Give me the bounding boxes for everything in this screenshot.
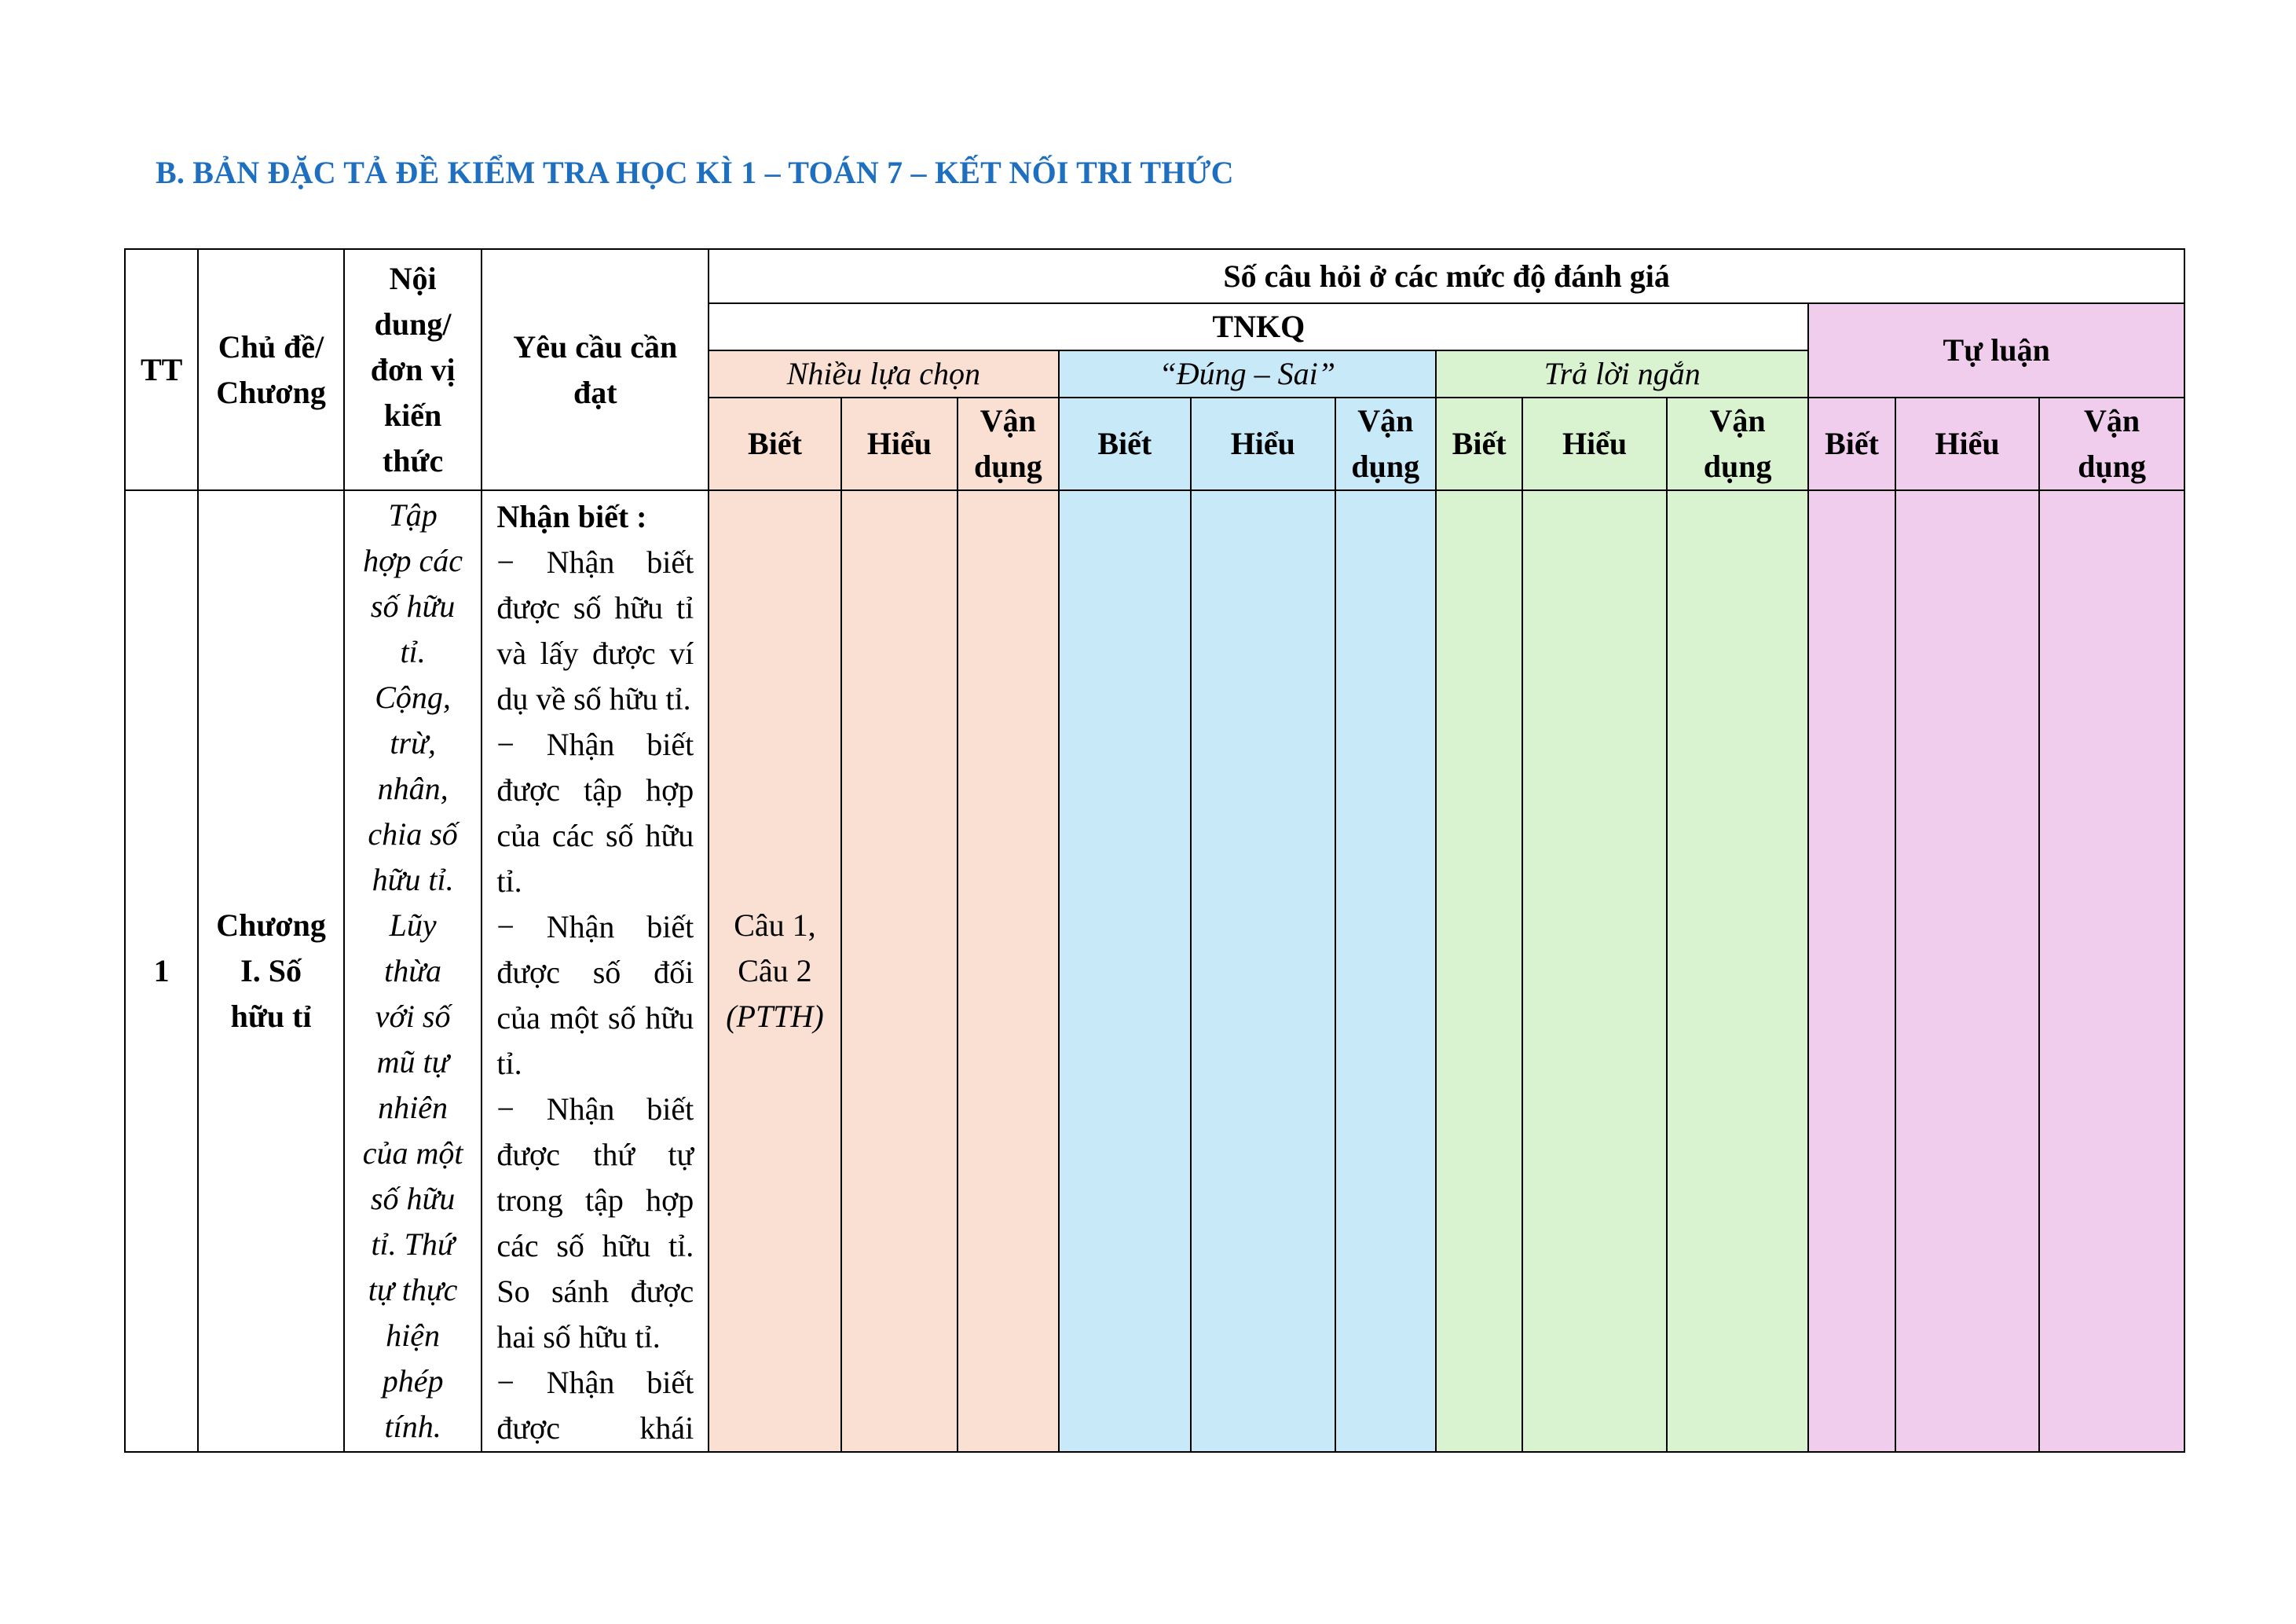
requirement-line: được thứ tự — [496, 1137, 694, 1172]
header-unit-line: kiến — [383, 397, 442, 433]
row-unit-line: thừa — [384, 953, 442, 988]
header-multiple-choice: Nhiều lựa chọn — [709, 350, 1058, 398]
header-true-false: “Đúng – Sai” — [1059, 350, 1436, 398]
row-unit-line: chia số — [368, 816, 458, 852]
header-unit-line: đơn vị — [370, 351, 456, 387]
row-chapter-line: I. Số — [240, 953, 302, 988]
requirement-line: dụ về số hữu tỉ. — [496, 681, 691, 717]
question-ref: Câu 1, — [734, 907, 816, 943]
row-chapter-line: Chương — [216, 907, 326, 943]
header-requirement-line: đạt — [573, 374, 617, 410]
header-apply-line: Vận — [1709, 403, 1766, 438]
cell-mc-know — [709, 490, 841, 1452]
requirement-line: của các số hữu — [496, 818, 694, 853]
header-levels: Số câu hỏi ở các mức độ đánh giá — [709, 249, 2184, 303]
header-apply-line: Vận — [1357, 403, 1414, 438]
header-apply-line: dụng — [1351, 449, 1420, 484]
row-chapter — [198, 490, 344, 1452]
requirement-line: của một số hữu — [496, 1000, 694, 1036]
row-unit-line: số hữu — [370, 588, 456, 624]
header-essay: Tự luận — [1808, 303, 2184, 398]
row-unit-line: tính. — [384, 1409, 441, 1444]
question-note: (PTTH) — [726, 999, 824, 1034]
row-unit-line: số hữu — [370, 1181, 456, 1216]
row-unit — [344, 490, 482, 1452]
requirement-heading: Nhận biết : — [496, 499, 647, 534]
cell-mc-understand — [841, 490, 958, 1452]
row-unit-line: phép — [382, 1363, 444, 1399]
cell-essay-apply — [2039, 490, 2184, 1452]
header-apply — [958, 398, 1058, 490]
requirement-line: các số hữu tỉ. — [496, 1228, 694, 1263]
requirement-line: trong tập hợp — [496, 1182, 694, 1218]
requirement-line: − Nhận biết — [496, 544, 694, 580]
row-tt: 1 — [125, 490, 198, 1452]
cell-essay-know — [1808, 490, 1895, 1452]
header-chapter-line: Chương — [216, 374, 326, 410]
requirement-line: − Nhận biết — [496, 1091, 694, 1127]
header-apply — [2039, 398, 2184, 490]
header-apply-line: dụng — [1703, 449, 1772, 484]
requirement-line: tỉ. — [496, 863, 522, 899]
requirement-line: được tập hợp — [496, 772, 694, 808]
requirement-line: được số đối — [496, 955, 694, 990]
requirement-line: − Nhận biết — [496, 1365, 694, 1400]
requirement-line: được khái — [496, 1410, 694, 1446]
header-unit-line: Nội — [389, 260, 437, 296]
requirement-line: và lấy được ví — [496, 636, 694, 671]
row-unit-line: Tập — [388, 497, 438, 533]
header-unit — [344, 249, 482, 490]
header-know: Biết — [1808, 398, 1895, 490]
question-ref: Câu 2 — [738, 953, 812, 988]
header-apply-line: dụng — [2078, 449, 2146, 484]
requirement-line: hai số hữu tỉ. — [496, 1319, 661, 1355]
cell-mc-apply — [958, 490, 1058, 1452]
row-unit-line: với số — [375, 999, 451, 1034]
header-apply-line: Vận — [980, 403, 1036, 438]
header-know: Biết — [1059, 398, 1192, 490]
row-unit-line: mũ tự — [376, 1044, 449, 1080]
row-unit-line: hữu tỉ. — [372, 862, 454, 897]
row-unit-line: hợp các — [363, 543, 463, 578]
row-requirement — [482, 490, 709, 1452]
row-unit-line: nhân, — [377, 771, 449, 806]
row-unit-line: Cộng, — [375, 680, 451, 715]
header-chapter — [198, 249, 344, 490]
header-chapter-line: Chủ đề/ — [218, 328, 324, 365]
requirement-line: được số hữu tỉ — [496, 590, 694, 625]
cell-tf-know — [1059, 490, 1192, 1452]
header-apply — [1335, 398, 1436, 490]
specification-table — [124, 248, 2185, 1453]
row-unit-line: nhiên — [378, 1090, 449, 1125]
row-unit-line: tỉ. — [400, 634, 426, 669]
row-unit-line: hiện — [386, 1318, 441, 1353]
table-row — [125, 490, 2184, 1452]
cell-tf-understand — [1191, 490, 1335, 1452]
header-apply — [1667, 398, 1809, 490]
header-understand: Hiểu — [841, 398, 958, 490]
row-unit-line: Lũy — [389, 907, 437, 943]
row-unit-line: của một — [362, 1135, 463, 1171]
requirement-line: So sánh được — [496, 1274, 694, 1309]
requirement-line: − Nhận biết — [496, 727, 694, 762]
cell-tf-apply — [1335, 490, 1436, 1452]
header-short-answer: Trả lời ngắn — [1436, 350, 1808, 398]
cell-sa-apply — [1667, 490, 1809, 1452]
header-unit-line: dung/ — [374, 306, 452, 342]
row-chapter-line: hữu tỉ — [230, 999, 312, 1034]
header-tt: TT — [125, 249, 198, 490]
header-know: Biết — [709, 398, 841, 490]
header-unit-line: thức — [382, 442, 444, 478]
header-know: Biết — [1436, 398, 1522, 490]
row-unit-line: tỉ. Thứ — [371, 1226, 455, 1262]
row-unit-line: tự thực — [368, 1272, 458, 1307]
row-unit-line: trừ, — [390, 725, 436, 761]
header-understand: Hiểu — [1895, 398, 2040, 490]
header-understand: Hiểu — [1522, 398, 1667, 490]
header-requirement — [482, 249, 709, 490]
requirement-line: tỉ. — [496, 1046, 522, 1081]
cell-sa-understand — [1522, 490, 1667, 1452]
requirement-line: − Nhận biết — [496, 909, 694, 944]
header-apply-line: Vận — [2084, 403, 2140, 438]
header-tnkq: TNKQ — [709, 303, 1808, 350]
cell-essay-understand — [1895, 490, 2040, 1452]
header-understand: Hiểu — [1191, 398, 1335, 490]
header-requirement-line: Yêu cầu cần — [513, 328, 678, 365]
cell-sa-know — [1436, 490, 1522, 1452]
page-title: B. BẢN ĐẶC TẢ ĐỀ KIỂM TRA HỌC KÌ 1 – TOÁN 7 – KẾT NỐI TRI THỨC — [156, 155, 1234, 190]
header-apply-line: dụng — [973, 449, 1042, 484]
